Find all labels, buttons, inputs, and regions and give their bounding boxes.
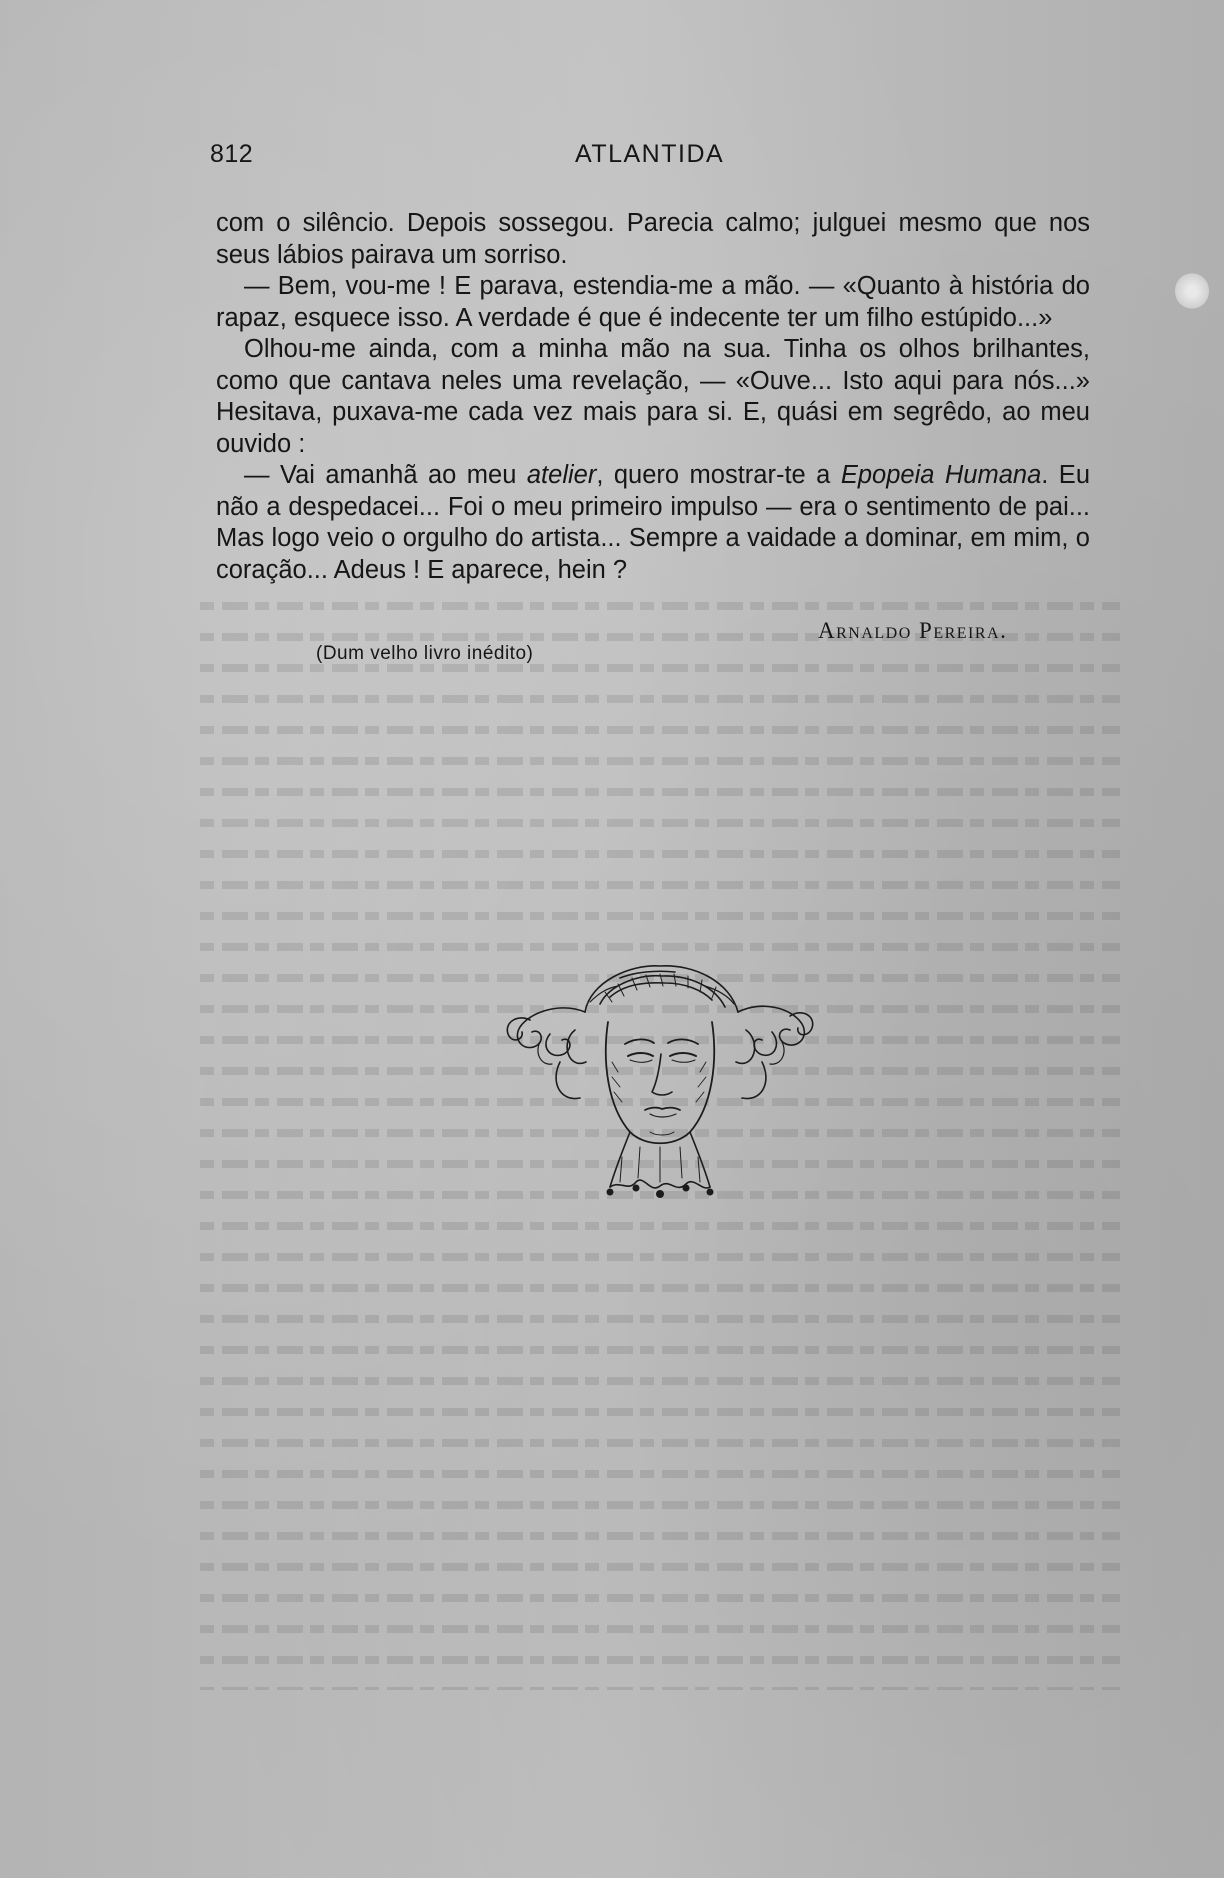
paragraph	[216, 208, 1090, 271]
page-header	[210, 140, 1110, 180]
paragraph	[216, 271, 1090, 334]
italic-title: atelier	[526, 461, 597, 489]
text-segment: . Eu não a despedacei... Foi o meu primeiro impulso — era o sentimento de pai... Mas logo veio o orgulho do artista... Sempre a vaidade a dominar, em mim, o coração... Adeus ! E aparece, hein ?	[216, 461, 1090, 584]
paragraph	[216, 460, 1090, 586]
paragraph	[216, 334, 1090, 460]
author-signature: Arnaldo Pereira.	[818, 618, 1008, 643]
text-segment: com o silêncio. Depois sossegou. Parecia calmo; julguei mesmo que nos seus lábios pairava um sorriso.	[216, 209, 1090, 269]
page-number: 812	[210, 140, 254, 168]
text-segment: — Bem, vou-me ! E parava, estendia-me a mão. — «Quanto à história do rapaz, esquece isso. A verdade é que é indecente ter um filho estúpido...»	[216, 272, 1090, 332]
paper-spot	[1175, 273, 1209, 309]
article-body	[216, 208, 1090, 586]
woman-head-vignette-icon	[490, 942, 830, 1212]
text-segment: Olhou-me ainda, com a minha mão na sua. Tinha os olhos brilhantes, como que cantava neles uma revelação, — «Ouve... Isto aqui para nós...» Hesitava, puxava-me cada vez mais para si. E, quási em segrêdo, ao meu ouvido :	[216, 335, 1090, 458]
text-segment: , quero mostrar-te a	[596, 461, 841, 489]
italic-title: Epopeia Humana	[840, 461, 1042, 489]
text-segment: — Vai amanhã ao meu	[244, 461, 527, 489]
running-title: ATLANTIDA	[575, 140, 725, 168]
source-note: (Dum velho livro inédito)	[316, 643, 534, 664]
